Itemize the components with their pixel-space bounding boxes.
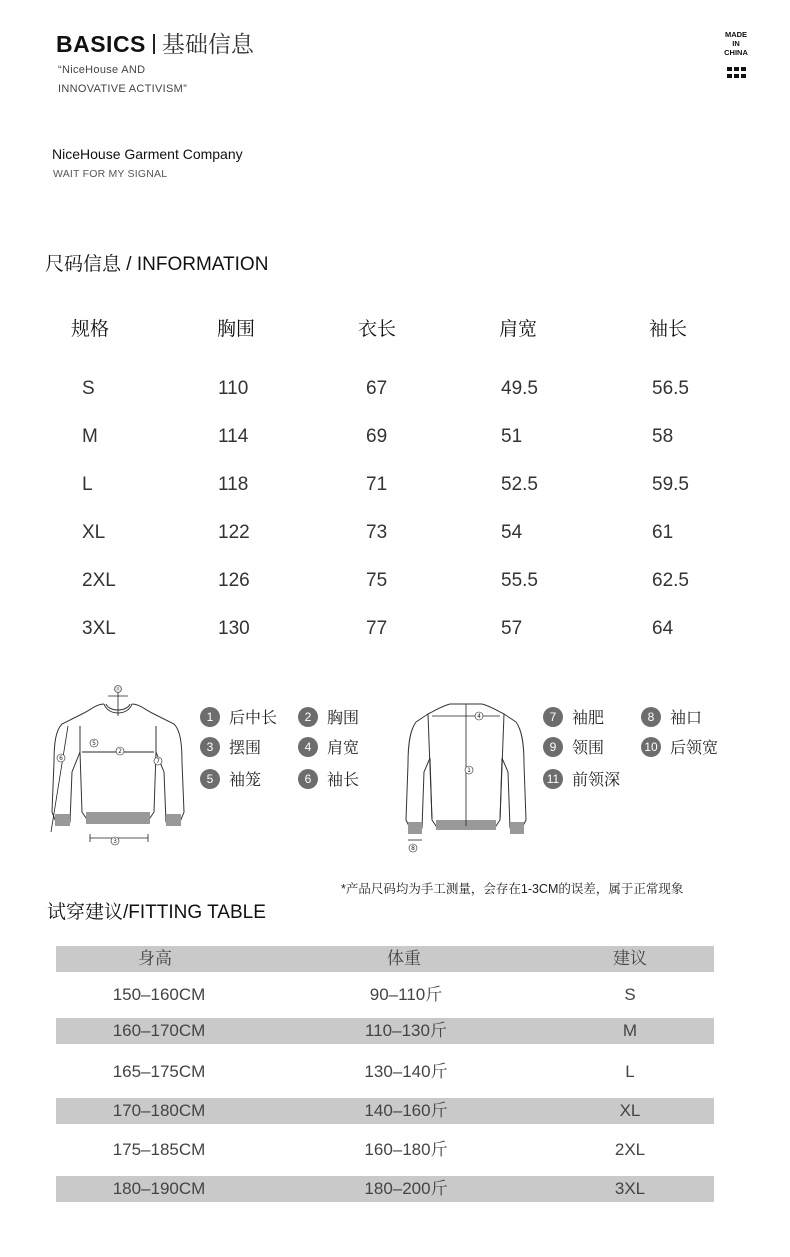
company-slogan: WAIT FOR MY SIGNAL — [53, 168, 168, 180]
legend-item — [298, 767, 359, 790]
size-cell: 75 — [366, 570, 388, 591]
svg-text:8: 8 — [411, 845, 415, 852]
fitting-section-title: 试穿建议/FITTING TABLE — [47, 902, 266, 923]
size-header-chest: 胸围 — [217, 319, 256, 340]
size-cell: 52.5 — [501, 474, 538, 495]
fitting-size-cell: L — [625, 1062, 635, 1081]
legend-label: 领围 — [572, 740, 605, 757]
size-header-length: 衣长 — [358, 319, 397, 340]
legend-label: 袖笼 — [229, 772, 262, 789]
legend-number: 10 — [641, 737, 661, 757]
fitting-height-cell: 150–160CM — [112, 985, 206, 1004]
fitting-height-cell: 180–190CM — [112, 1179, 206, 1198]
size-cell: 51 — [501, 426, 523, 447]
legend-number: 11 — [543, 769, 563, 789]
brand-en: BASICS — [56, 31, 146, 57]
legend-item — [543, 705, 604, 728]
legend-item — [641, 735, 718, 758]
fitting-height-cell: 170–180CM — [112, 1101, 206, 1120]
size-header-sleeve: 袖长 — [649, 319, 688, 340]
legend-number: 1 — [200, 707, 220, 727]
legend-label: 摆围 — [229, 740, 262, 757]
size-cell: 57 — [501, 618, 523, 639]
size-cell: 2XL — [82, 570, 116, 591]
table-row — [56, 1098, 714, 1124]
legend-item — [641, 705, 702, 728]
made-in-china-label: MADE IN CHINA — [724, 30, 748, 57]
legend-item — [200, 767, 261, 790]
legend-item — [543, 767, 620, 790]
table-row — [56, 1018, 714, 1044]
legend-item — [298, 705, 359, 728]
svg-text:2: 2 — [118, 748, 122, 755]
legend-label: 袖肥 — [572, 710, 605, 727]
fitting-weight-cell: 130–140斤 — [364, 1062, 448, 1081]
fitting-header-size: 建议 — [613, 949, 647, 968]
fitting-header-height: 身高 — [138, 949, 172, 968]
front-sweatshirt-diagram — [46, 682, 186, 854]
size-cell: M — [82, 426, 98, 447]
size-cell: 118 — [218, 474, 249, 495]
size-cell: 55.5 — [501, 570, 538, 591]
size-cell: XL — [82, 522, 106, 543]
legend-number: 3 — [200, 737, 220, 757]
legend-number: 7 — [543, 707, 563, 727]
fitting-header-weight: 体重 — [387, 949, 421, 968]
size-cell: 64 — [652, 618, 674, 639]
fitting-size-cell: M — [622, 1021, 638, 1040]
size-cell: 122 — [218, 522, 250, 543]
legend-label: 肩宽 — [327, 740, 360, 757]
fitting-height-cell: 160–170CM — [112, 1021, 206, 1040]
fitting-height-cell: 165–175CM — [112, 1062, 206, 1081]
size-cell: 114 — [218, 426, 249, 447]
size-header-spec: 规格 — [71, 319, 110, 340]
legend-label: 后中长 — [229, 710, 278, 727]
fitting-size-cell: S — [624, 985, 636, 1004]
size-section-title: 尺码信息 / INFORMATION — [45, 254, 269, 275]
size-cell: 71 — [366, 474, 388, 495]
fitting-weight-cell: 140–160斤 — [364, 1101, 448, 1120]
fitting-size-cell: XL — [619, 1101, 641, 1120]
legend-label: 袖口 — [670, 710, 703, 727]
table-row — [56, 1176, 714, 1202]
legend-item — [543, 735, 604, 758]
fitting-size-cell: 2XL — [614, 1140, 646, 1159]
size-cell: 130 — [218, 618, 250, 639]
brand-divider — [153, 34, 155, 54]
svg-text:5: 5 — [92, 740, 96, 747]
size-cell: 62.5 — [652, 570, 689, 591]
size-cell: 126 — [218, 570, 250, 591]
size-cell: 69 — [366, 426, 388, 447]
svg-text:6: 6 — [59, 755, 63, 762]
size-cell: 59.5 — [652, 474, 689, 495]
fitting-weight-cell: 90–110斤 — [369, 985, 443, 1004]
brand-tagline: “NiceHouse AND INNOVATIVE ACTIVISM” — [58, 64, 188, 95]
legend-number: 2 — [298, 707, 318, 727]
legend-label: 袖长 — [327, 772, 360, 789]
legend-number: 8 — [641, 707, 661, 727]
legend-label: 前领深 — [572, 772, 621, 789]
legend-number: 5 — [200, 769, 220, 789]
table-row — [56, 982, 714, 1008]
svg-text:1: 1 — [467, 767, 471, 774]
svg-text:7: 7 — [156, 758, 160, 765]
size-cell: 110 — [218, 378, 249, 399]
legend-item — [200, 705, 277, 728]
fitting-weight-cell: 110–130斤 — [365, 1021, 447, 1040]
legend-item — [200, 735, 261, 758]
svg-text:3: 3 — [113, 838, 117, 845]
grid-dots-icon — [727, 67, 747, 79]
fitting-size-cell: 3XL — [614, 1179, 646, 1198]
fitting-weight-cell: 160–180斤 — [364, 1140, 448, 1159]
measurement-note: *产品尺码均为手工测量，会存在1-3CM的误差，属于正常现象 — [341, 882, 684, 896]
brand-title — [56, 26, 254, 59]
brand-cn: 基础信息 — [161, 31, 254, 57]
fitting-weight-cell: 180–200斤 — [364, 1179, 448, 1198]
size-cell: 58 — [652, 426, 674, 447]
size-cell: L — [82, 474, 93, 495]
svg-text:4: 4 — [477, 713, 481, 720]
svg-text:⑪: ⑪ — [114, 686, 122, 693]
table-row — [56, 1137, 714, 1163]
fitting-header-row — [56, 946, 714, 972]
legend-number: 4 — [298, 737, 318, 757]
size-cell: 67 — [366, 378, 388, 399]
back-sweatshirt-diagram — [402, 700, 530, 856]
size-cell: 77 — [366, 618, 388, 639]
size-cell: 56.5 — [652, 378, 689, 399]
size-cell: S — [82, 378, 95, 399]
legend-number: 6 — [298, 769, 318, 789]
size-cell: 61 — [652, 522, 674, 543]
company-name: NiceHouse Garment Company — [52, 146, 243, 162]
fitting-height-cell: 175–185CM — [112, 1140, 206, 1159]
table-row — [56, 1059, 714, 1085]
size-cell: 3XL — [82, 618, 116, 639]
legend-label: 胸围 — [327, 710, 360, 727]
size-cell: 54 — [501, 522, 523, 543]
legend-item — [298, 735, 359, 758]
legend-number: 9 — [543, 737, 563, 757]
legend-label: 后领宽 — [670, 740, 719, 757]
size-cell: 49.5 — [501, 378, 538, 399]
size-header-shoulder: 肩宽 — [499, 319, 538, 340]
size-cell: 73 — [366, 522, 388, 543]
